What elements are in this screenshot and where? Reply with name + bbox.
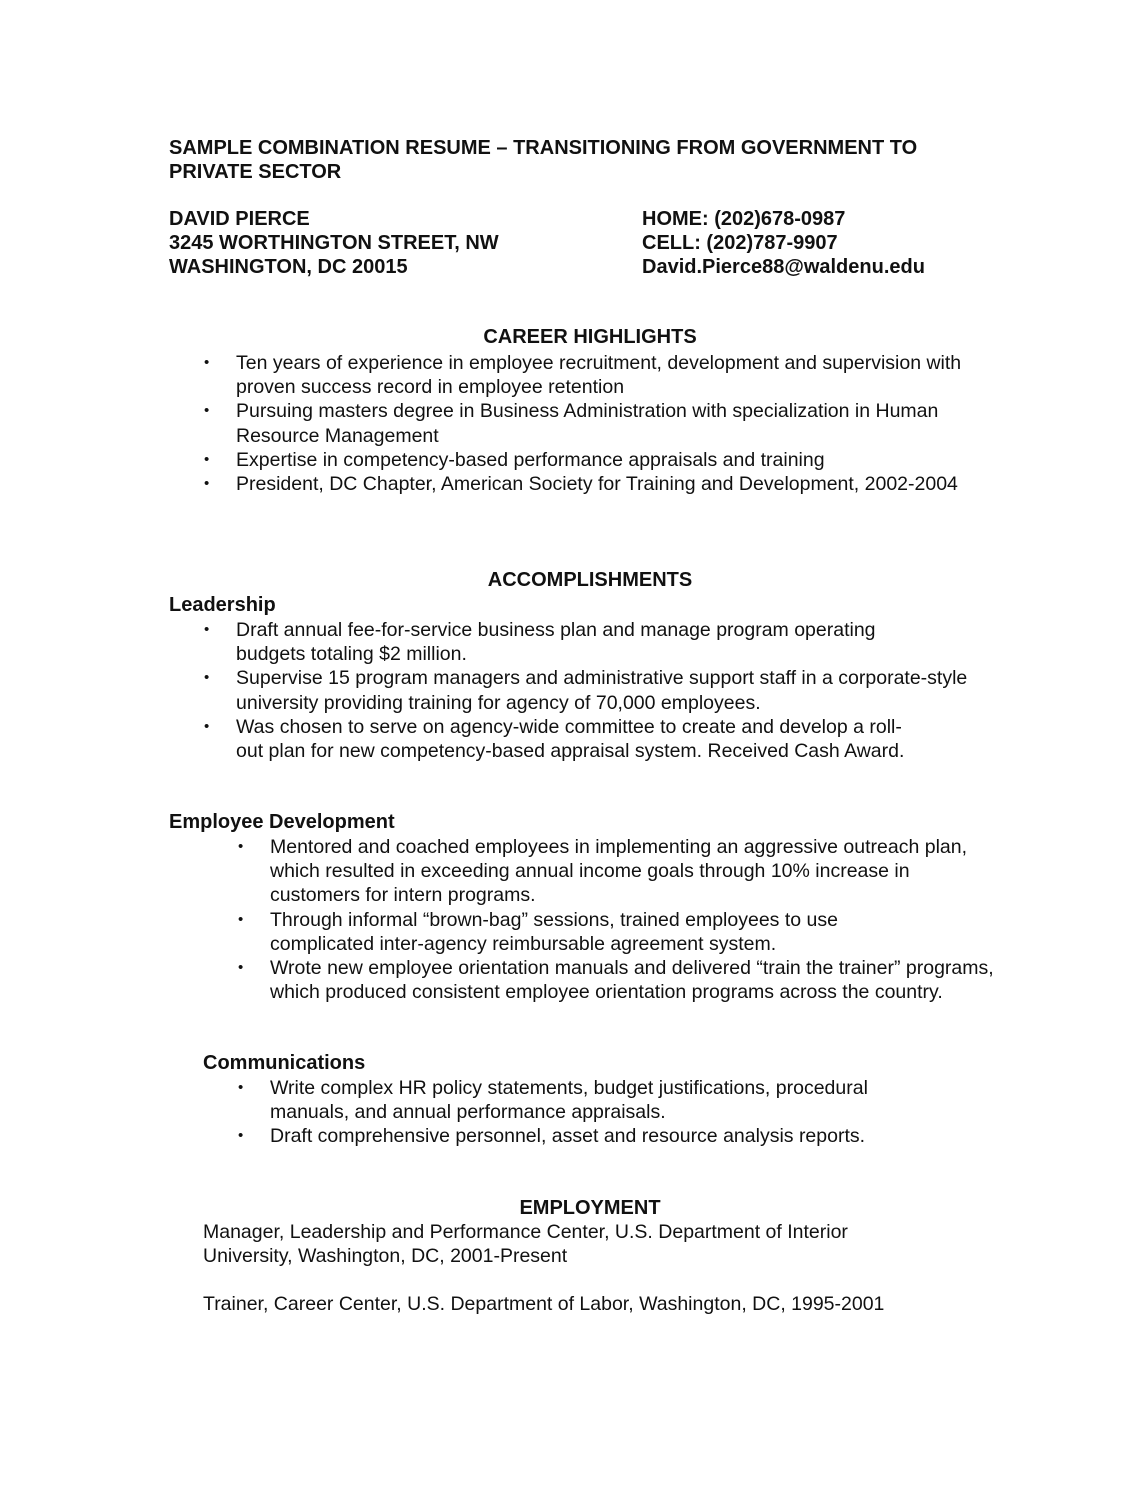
communications-heading: Communications [203, 1052, 366, 1074]
communications-list [270, 1076, 1000, 1149]
employment-job-1-line-2: University, Washington, DC, 2001-Present [203, 1245, 568, 1267]
list-item: • Through informal “brown-bag” sessions, trained employees to use complicated inter-agency reimbursable agreement system. [270, 908, 1000, 956]
career-highlights-list [236, 351, 996, 496]
list-item: • President, DC Chapter, American Society for Training and Development, 2002-2004 [236, 472, 996, 496]
employment-job-1-line-1: Manager, Leadership and Performance Center, U.S. Department of Interior [203, 1221, 848, 1243]
employment-job-2: Trainer, Career Center, U.S. Department of Labor, Washington, DC, 1995-2001 [203, 1293, 885, 1315]
list-item: • Draft comprehensive personnel, asset and resource analysis reports. [270, 1124, 1000, 1148]
list-item: • Expertise in competency-based performance appraisals and training [236, 448, 996, 472]
list-item: • Was chosen to serve on agency-wide committee to create and develop a roll-out plan for new competency-based appraisal system. Received Cash Award. [236, 715, 996, 763]
contact-city: WASHINGTON, DC 20015 [169, 256, 408, 278]
career-highlights-heading: CAREER HIGHLIGHTS [483, 326, 697, 348]
list-item: • Ten years of experience in employee recruitment, development and supervision with proven success record in employee retention [236, 351, 996, 399]
resume-title-line-2: PRIVATE SECTOR [169, 161, 342, 183]
contact-name: DAVID PIERCE [169, 208, 310, 230]
list-item: • Pursuing masters degree in Business Administration with specialization in Human Resource Management [236, 399, 996, 447]
list-item: • Wrote new employee orientation manuals and delivered “train the trainer” programs, which produced consistent employee orientation programs across the country. [270, 956, 1000, 1004]
leadership-heading: Leadership [169, 594, 276, 616]
employment-heading: EMPLOYMENT [519, 1197, 661, 1219]
accomplishments-heading: ACCOMPLISHMENTS [487, 569, 693, 591]
employee-development-list [270, 835, 1000, 1004]
leadership-list [236, 618, 996, 763]
list-item: • Mentored and coached employees in implementing an aggressive outreach plan, which resulted in exceeding annual income goals through 10% increase in customers for intern programs. [270, 835, 1000, 908]
list-item: • Write complex HR policy statements, budget justifications, procedural manuals, and annual performance appraisals. [270, 1076, 1000, 1124]
list-item: • Supervise 15 program managers and administrative support staff in a corporate-style university providing training for agency of 70,000 employees. [236, 666, 996, 714]
contact-home-phone: HOME: (202)678-0987 [642, 208, 846, 230]
contact-street: 3245 WORTHINGTON STREET, NW [169, 232, 499, 254]
contact-cell-phone: CELL: (202)787-9907 [642, 232, 838, 254]
employee-development-heading: Employee Development [169, 811, 395, 833]
resume-title-line-1: SAMPLE COMBINATION RESUME – TRANSITIONING FROM GOVERNMENT TO [169, 137, 918, 159]
list-item: • Draft annual fee-for-service business plan and manage program operating budgets totaling $2 million. [236, 618, 996, 666]
contact-email: David.Pierce88@waldenu.edu [642, 256, 925, 278]
